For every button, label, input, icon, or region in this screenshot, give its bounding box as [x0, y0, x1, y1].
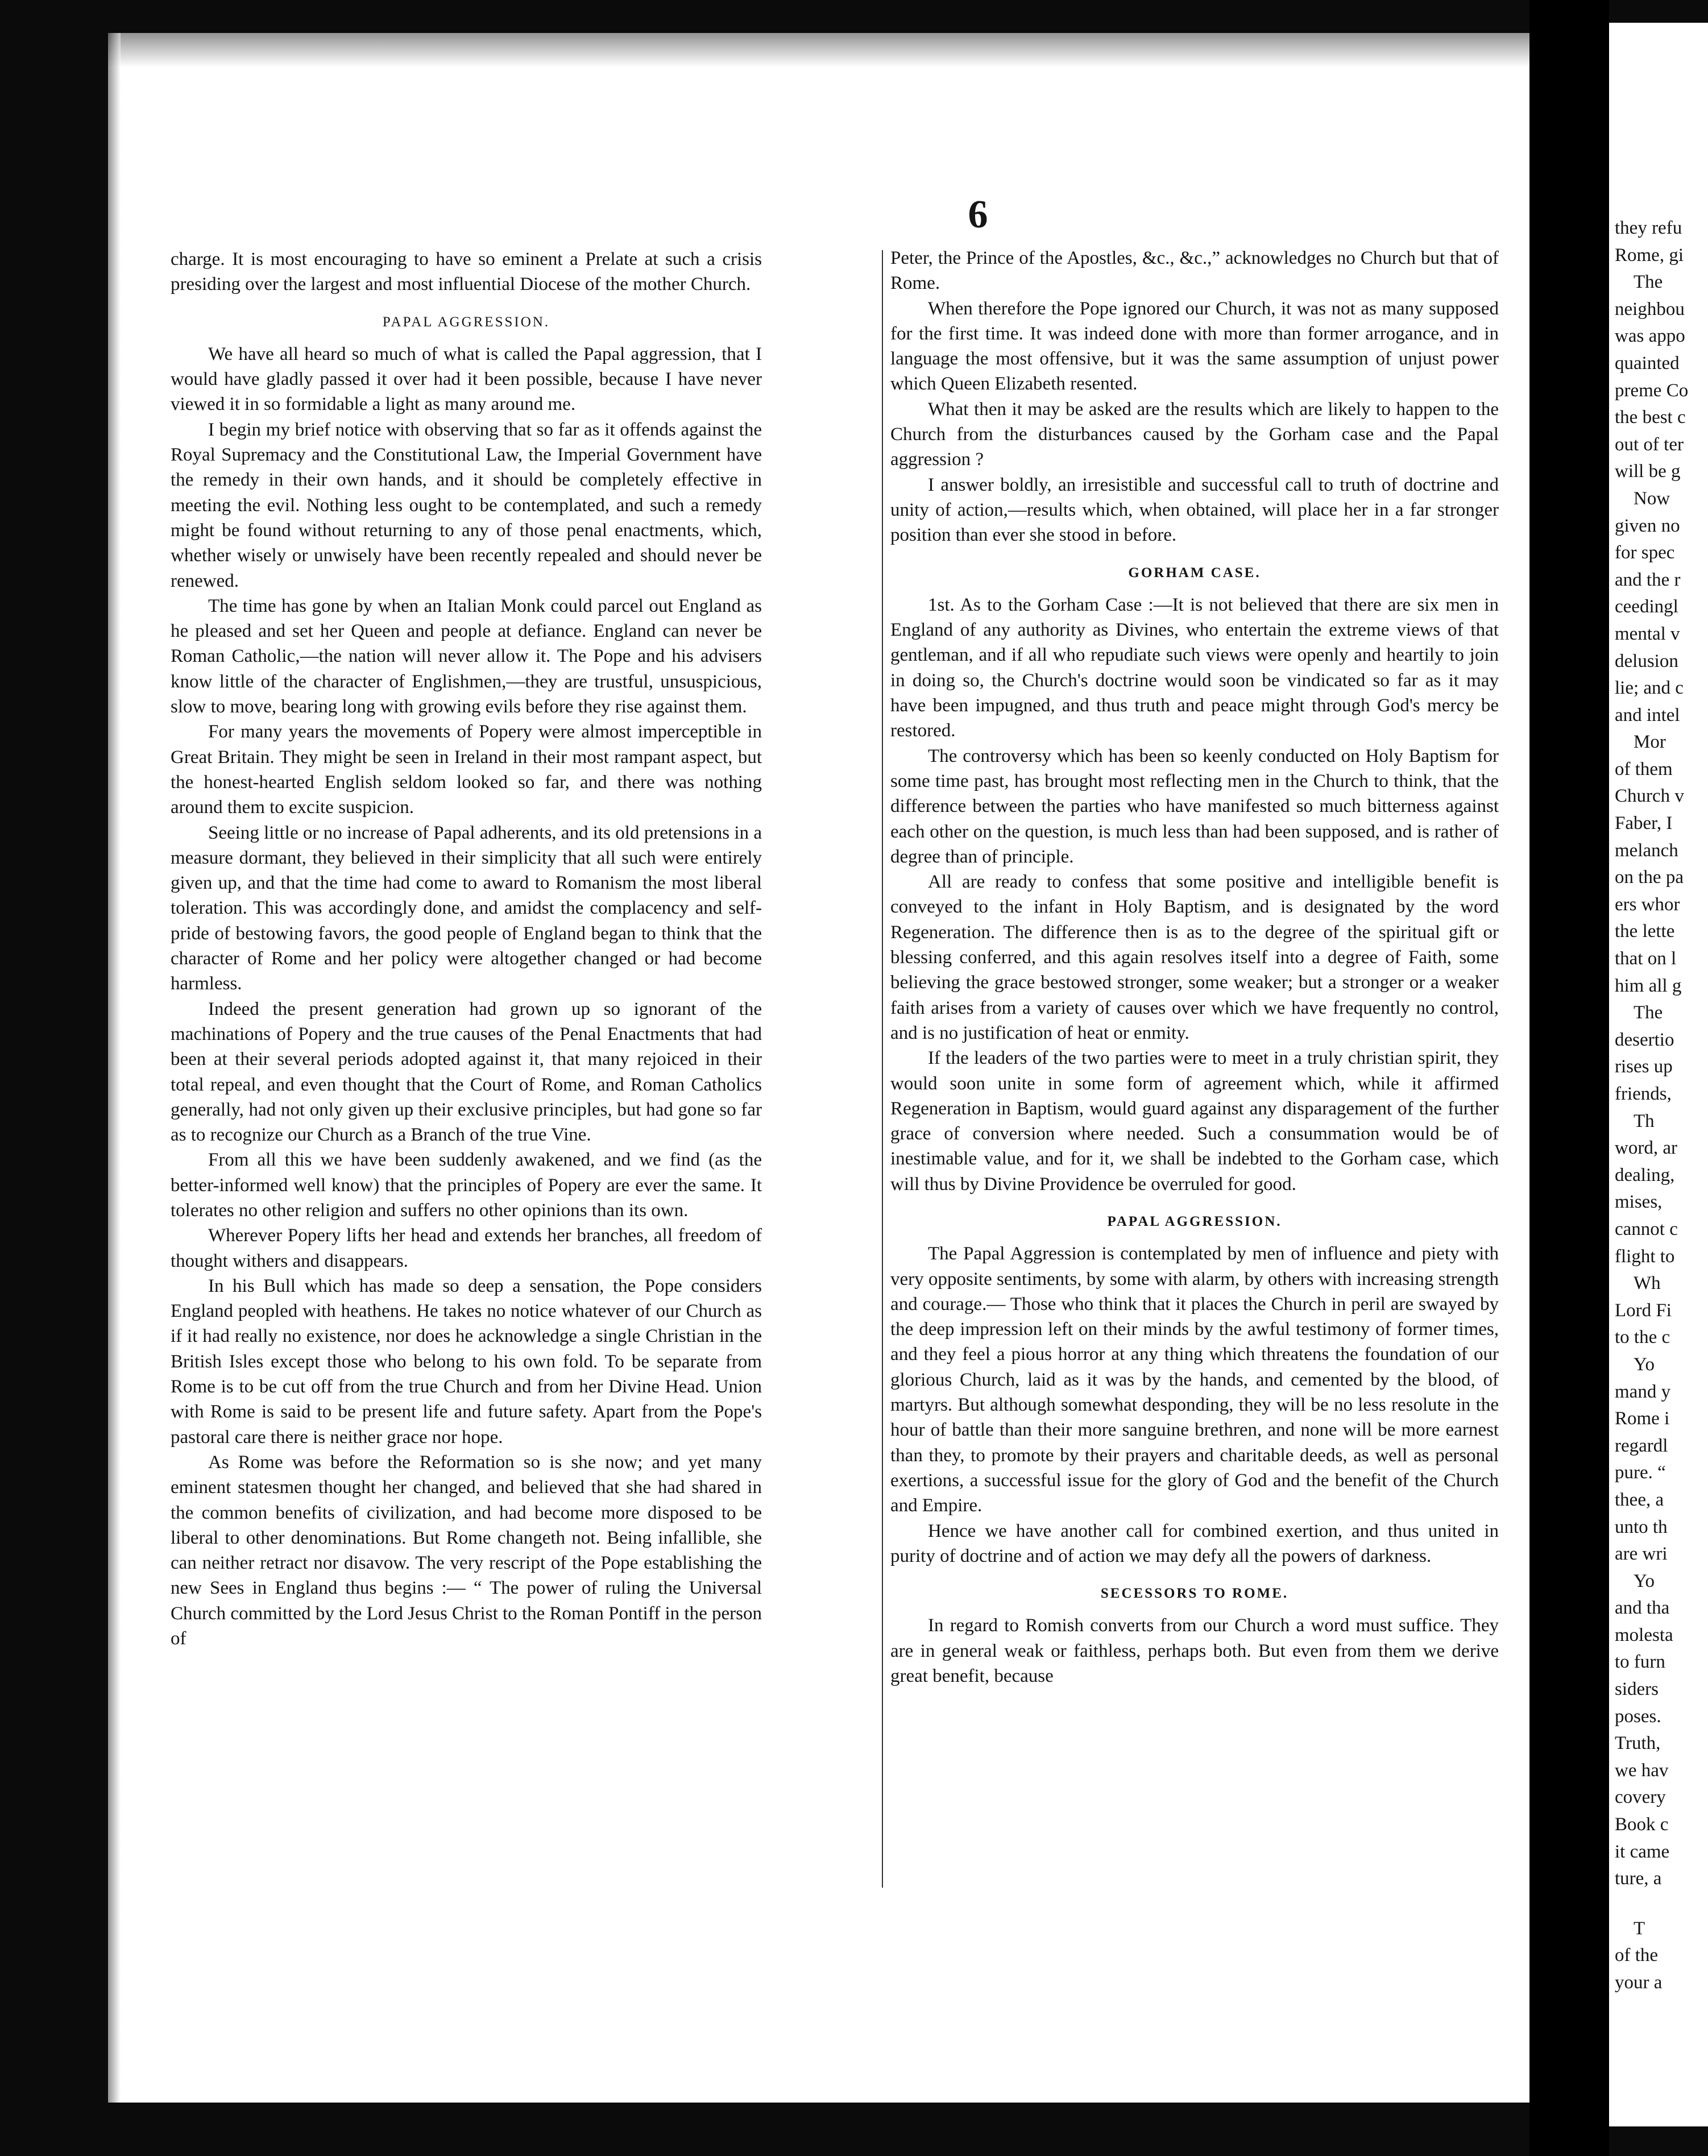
- fragment-line: mises,: [1615, 1192, 1663, 1213]
- paragraph: 1st. As to the Gorham Case :—It is not believed that there are six men in England of any authority as Divines, who entertain the extreme views of that gentleman, and if all who repudiate such views were openly and heartily to join in doing so, the Church's doctrine would soon be vindicated so far as it may have been impugned, and thus truth and peace might through God's mercy be restored.: [890, 594, 1499, 741]
- fragment-line: it came: [1615, 1841, 1670, 1862]
- page-number: 6: [968, 193, 988, 237]
- middle-column: [890, 246, 1499, 1689]
- fragment-line: rises up: [1615, 1056, 1673, 1077]
- fragment-line: was appo: [1615, 326, 1685, 347]
- fragment-line: The: [1615, 272, 1663, 293]
- fragment-line: covery: [1615, 1787, 1666, 1808]
- page-gutter: [1529, 0, 1609, 2156]
- fragment-line: thee, a: [1615, 1489, 1664, 1510]
- fragment-line: [1615, 1893, 1708, 1915]
- fragment-line: will be g: [1615, 461, 1681, 482]
- fragment-line: T: [1615, 1918, 1645, 1939]
- section-heading: PAPAL AGGRESSION.: [1107, 1213, 1282, 1229]
- fragment-line: The: [1615, 1002, 1663, 1023]
- fragment-line: we hav: [1615, 1760, 1669, 1781]
- section-heading: PAPAL AGGRESSION.: [382, 314, 550, 330]
- fragment-line: ceedingl: [1615, 596, 1678, 617]
- fragment-line: word, ar: [1615, 1138, 1677, 1159]
- paragraph: All are ready to confess that some positive and intelligible benefit is conveyed to the infant in Holy Baptism, and is designated by the word Regeneration. The difference then is as to the degree of the spiritual gift or blessing conferred, and this again resolves itself into a degree of Faith, some believing the grace bestowed stronger, some weaker; but a stronger or a weaker faith arises from a variety of causes over which we have frequently no control, and is no justification of heat or enmity.: [890, 872, 1499, 1043]
- fragment-line: ture, a: [1615, 1868, 1662, 1889]
- fragment-line: delusion: [1615, 650, 1678, 671]
- fragment-line: poses.: [1615, 1706, 1661, 1727]
- paragraph: In regard to Romish converts from our Church a word must suffice. They are in general weak or faithless, perhaps both. But even from them we derive great benefit, because: [890, 1615, 1499, 1687]
- paragraph: I begin my brief notice with observing that so far as it offends against the Royal Supremacy and the Constitutional Law, the Imperial Government have the remedy in their own hands, and it should be completely effective in meeting the evil. Nothing less ought to be contemplated, and such a remedy might be found without returning to any of those penal enactments, which, whether wisely or unwisely have been recently repealed and should never be renewed.: [171, 419, 762, 591]
- left-column: [171, 247, 762, 1651]
- fragment-line: the lette: [1615, 921, 1675, 942]
- next-page-text: [1615, 215, 1708, 1997]
- fragment-line: molesta: [1615, 1624, 1673, 1645]
- paragraph: As Rome was before the Reformation so is she now; and yet many eminent statesmen thought her changed, and believed that she had shared in the common benefits of civilization, and had become more disposed to be liberal to other denominations. But Rome changeth not. Being infallible, she can neither retract nor disavow. The very rescript of the Pope establishing the new Sees in England thus begins :— “ The power of ruling the Universal Church committed by the Lord Jesus Christ to the Roman Pontiff in the person of: [171, 1452, 762, 1649]
- fragment-line: the best c: [1615, 407, 1686, 428]
- fragment-line: on the pa: [1615, 867, 1684, 888]
- fragment-line: given no: [1615, 515, 1680, 536]
- paragraph: Peter, the Prince of the Apostles, &c., &c.,” acknowledges no Church but that of Rome.: [890, 248, 1499, 294]
- fragment-line: ers whor: [1615, 894, 1680, 915]
- fragment-line: Rome i: [1615, 1408, 1670, 1429]
- fragment-line: unto th: [1615, 1516, 1668, 1537]
- paragraph: We have all heard so much of what is called the Papal aggression, that I would have gladly passed it over had it been possible, because I have never viewed it in so formidable a light as many around me.: [171, 343, 762, 415]
- fragment-line: they refu: [1615, 218, 1682, 238]
- fragment-line: Yo: [1615, 1354, 1655, 1375]
- fragment-line: him all g: [1615, 975, 1682, 996]
- paragraph: If the leaders of the two parties were to meet in a truly christian spirit, they would soon unite in some form of agreement which, while it affirmed Regeneration in Baptism, would guard against any disparagement of the further grace of conversion where needed. Such a consummation would be of inestimable value, and for it, we shall be indebted to the Gorham case, which will thus by Divine Providence be overruled for good.: [890, 1048, 1499, 1195]
- paragraph: In his Bull which has made so deep a sensation, the Pope considers England peopled with heathens. He takes no notice whatever of our Church as if it had really no existence, nor does he acknowledge a single Christian in the British Isles except those who belong to his own fold. To be separate from Rome is to be cut off from the true Church and from her Divine Head. Union with Rome is said to be present life and future safety. Apart from the Pope's pastoral care there is neither grace nor hope.: [171, 1275, 762, 1448]
- paragraph: The Papal Aggression is contemplated by men of influence and piety with very opposite sentiments, by some with alarm, by others with increasing strength and courage.— Those who think that it places the Church in peril are swayed by the deep impression left on their minds by the awful testimony of former times, and they feel a pious horror at any thing which threatens the foundation of our glorious Church, laid as it was by the hands, and cemented by the blood, of martyrs. But although somewhat desponding, they will be no less resolute in the hour of battle than their more sanguine brethren, and none will be more earnest than they, to promote by their prayers and charitable deeds, as well as personal exertions, a successful issue for the glory of God and the benefit of the Church and Empire.: [890, 1243, 1499, 1516]
- fragment-line: mental v: [1615, 623, 1680, 644]
- fragment-line: melanch: [1615, 840, 1678, 861]
- fragment-line: Wh: [1615, 1273, 1661, 1294]
- fragment-line: to furn: [1615, 1652, 1665, 1673]
- fragment-line: Truth,: [1615, 1733, 1661, 1754]
- paragraph: Wherever Popery lifts her head and extends her branches, all freedom of thought withers and disappears.: [171, 1225, 762, 1271]
- fragment-line: pure. “: [1615, 1462, 1666, 1483]
- fragment-line: and intel: [1615, 704, 1680, 725]
- fragment-line: mand y: [1615, 1381, 1671, 1402]
- fragment-line: Faber, I: [1615, 813, 1673, 834]
- fragment-line: quainted: [1615, 353, 1680, 374]
- paragraph: I answer boldly, an irresistible and successful call to truth of doctrine and unity of action,—results which, when obtained, will place her in a far stronger position than ever she stood in before.: [890, 474, 1499, 546]
- fragment-line: regardl: [1615, 1435, 1668, 1456]
- fragment-line: Th: [1615, 1110, 1655, 1131]
- paragraph: Hence we have another call for combined exertion, and thus united in purity of doctrine and of action we may defy all the powers of darkness.: [890, 1520, 1499, 1566]
- fragment-line: friends,: [1615, 1084, 1672, 1104]
- fragment-line: for spec: [1615, 542, 1675, 563]
- fragment-line: are wri: [1615, 1544, 1668, 1565]
- fragment-line: Mor: [1615, 732, 1666, 753]
- fragment-line: cannot c: [1615, 1218, 1678, 1239]
- fragment-line: and the r: [1615, 569, 1681, 590]
- fragment-line: Lord Fi: [1615, 1300, 1672, 1321]
- section-heading: SECESSORS TO ROME.: [1100, 1586, 1289, 1602]
- fragment-line: Church v: [1615, 786, 1684, 807]
- paragraph: What then it may be asked are the results which are likely to happen to the Church from the disturbances caused by the Gorham case and the Papal aggression ?: [890, 399, 1499, 470]
- page-top-edge: [108, 33, 1529, 67]
- paragraph: The time has gone by when an Italian Monk could parcel out England as he pleased and set her Queen and people at defiance. England can never be Roman Catholic,—the nation will never allow it. The Pope and his advisers know little of the character of Englishmen,—they are trustful, unsuspicious, slow to move, bearing long with growing evils before they rise against them.: [171, 595, 762, 718]
- fragment-line: dealing,: [1615, 1164, 1675, 1185]
- fragment-line: desertio: [1615, 1029, 1674, 1050]
- column-rule: [882, 250, 883, 1888]
- fragment-line: out of ter: [1615, 434, 1684, 455]
- paragraph: charge. It is most encouraging to have so eminent a Prelate at such a crisis presiding over the largest and most influential Diocese of the mother Church.: [171, 249, 762, 295]
- section-heading: GORHAM CASE.: [1128, 565, 1261, 581]
- fragment-line: of them: [1615, 758, 1673, 780]
- fragment-line: Rome, gi: [1615, 244, 1684, 266]
- paragraph: For many years the movements of Popery were almost imperceptible in Great Britain. They might be seen in Ireland in their most rampant aspect, but the honest-hearted English seldom looked so far, and there was nothing around them to excite suspicion.: [171, 722, 762, 818]
- fragment-line: lie; and c: [1615, 678, 1684, 699]
- fragment-line: and tha: [1615, 1598, 1670, 1619]
- fragment-line: Yo: [1615, 1570, 1655, 1591]
- fragment-line: flight to: [1615, 1246, 1675, 1267]
- fragment-line: to the c: [1615, 1327, 1670, 1348]
- fragment-line: preme Co: [1615, 380, 1689, 401]
- fragment-line: that on l: [1615, 948, 1677, 969]
- paragraph: Indeed the present generation had grown up so ignorant of the machinations of Popery and the true causes of the Penal Enactments that had been at their several periods adopted against it, that many rejoiced in their total repeal, and even thought that the Court of Rome, and Roman Catholics generally, had not only given up their exclusive principles, but had gone so far as to recognize our Church as a Branch of the true Vine.: [171, 998, 762, 1146]
- paragraph: When therefore the Pope ignored our Church, it was not as many supposed for the first time. It was indeed done with more than former arrogance, and in language the most offensive, but it was the same assumption of unjust power which Queen Elizabeth resented.: [890, 298, 1499, 395]
- page-left-edge: [108, 33, 121, 2103]
- next-page-fragment: [1609, 23, 1708, 2126]
- fragment-line: Book c: [1615, 1814, 1669, 1835]
- fragment-line: your a: [1615, 1972, 1663, 1993]
- paragraph: The controversy which has been so keenly conducted on Holy Baptism for some time past, has brought most reflecting men in the Church to think, that the difference between the parties who have manifested so much bitterness against each other on the question, is much less than had been supposed, and is rather of degree than of principle.: [890, 745, 1499, 867]
- fragment-line: of the: [1615, 1945, 1659, 1966]
- fragment-line: siders: [1615, 1679, 1659, 1700]
- paragraph: Seeing little or no increase of Papal adherents, and its old pretensions in a measure dormant, they believed in their simplicity that all such were entirely given up, and that the time had come to award to Romanism the most liberal toleration. This was accordingly done, and amidst the complacency and self-pride of bestowing favors, the good people of England began to think that the character of Rome and her policy were altogether changed or had become harmless.: [171, 822, 762, 994]
- fragment-line: neighbou: [1615, 298, 1685, 320]
- fragment-line: Now: [1615, 488, 1670, 509]
- paragraph: From all this we have been suddenly awakened, and we find (as the better-informed well know) that the principles of Popery are ever the same. It tolerates no other religion and suffers no other opinions than its own.: [171, 1150, 762, 1221]
